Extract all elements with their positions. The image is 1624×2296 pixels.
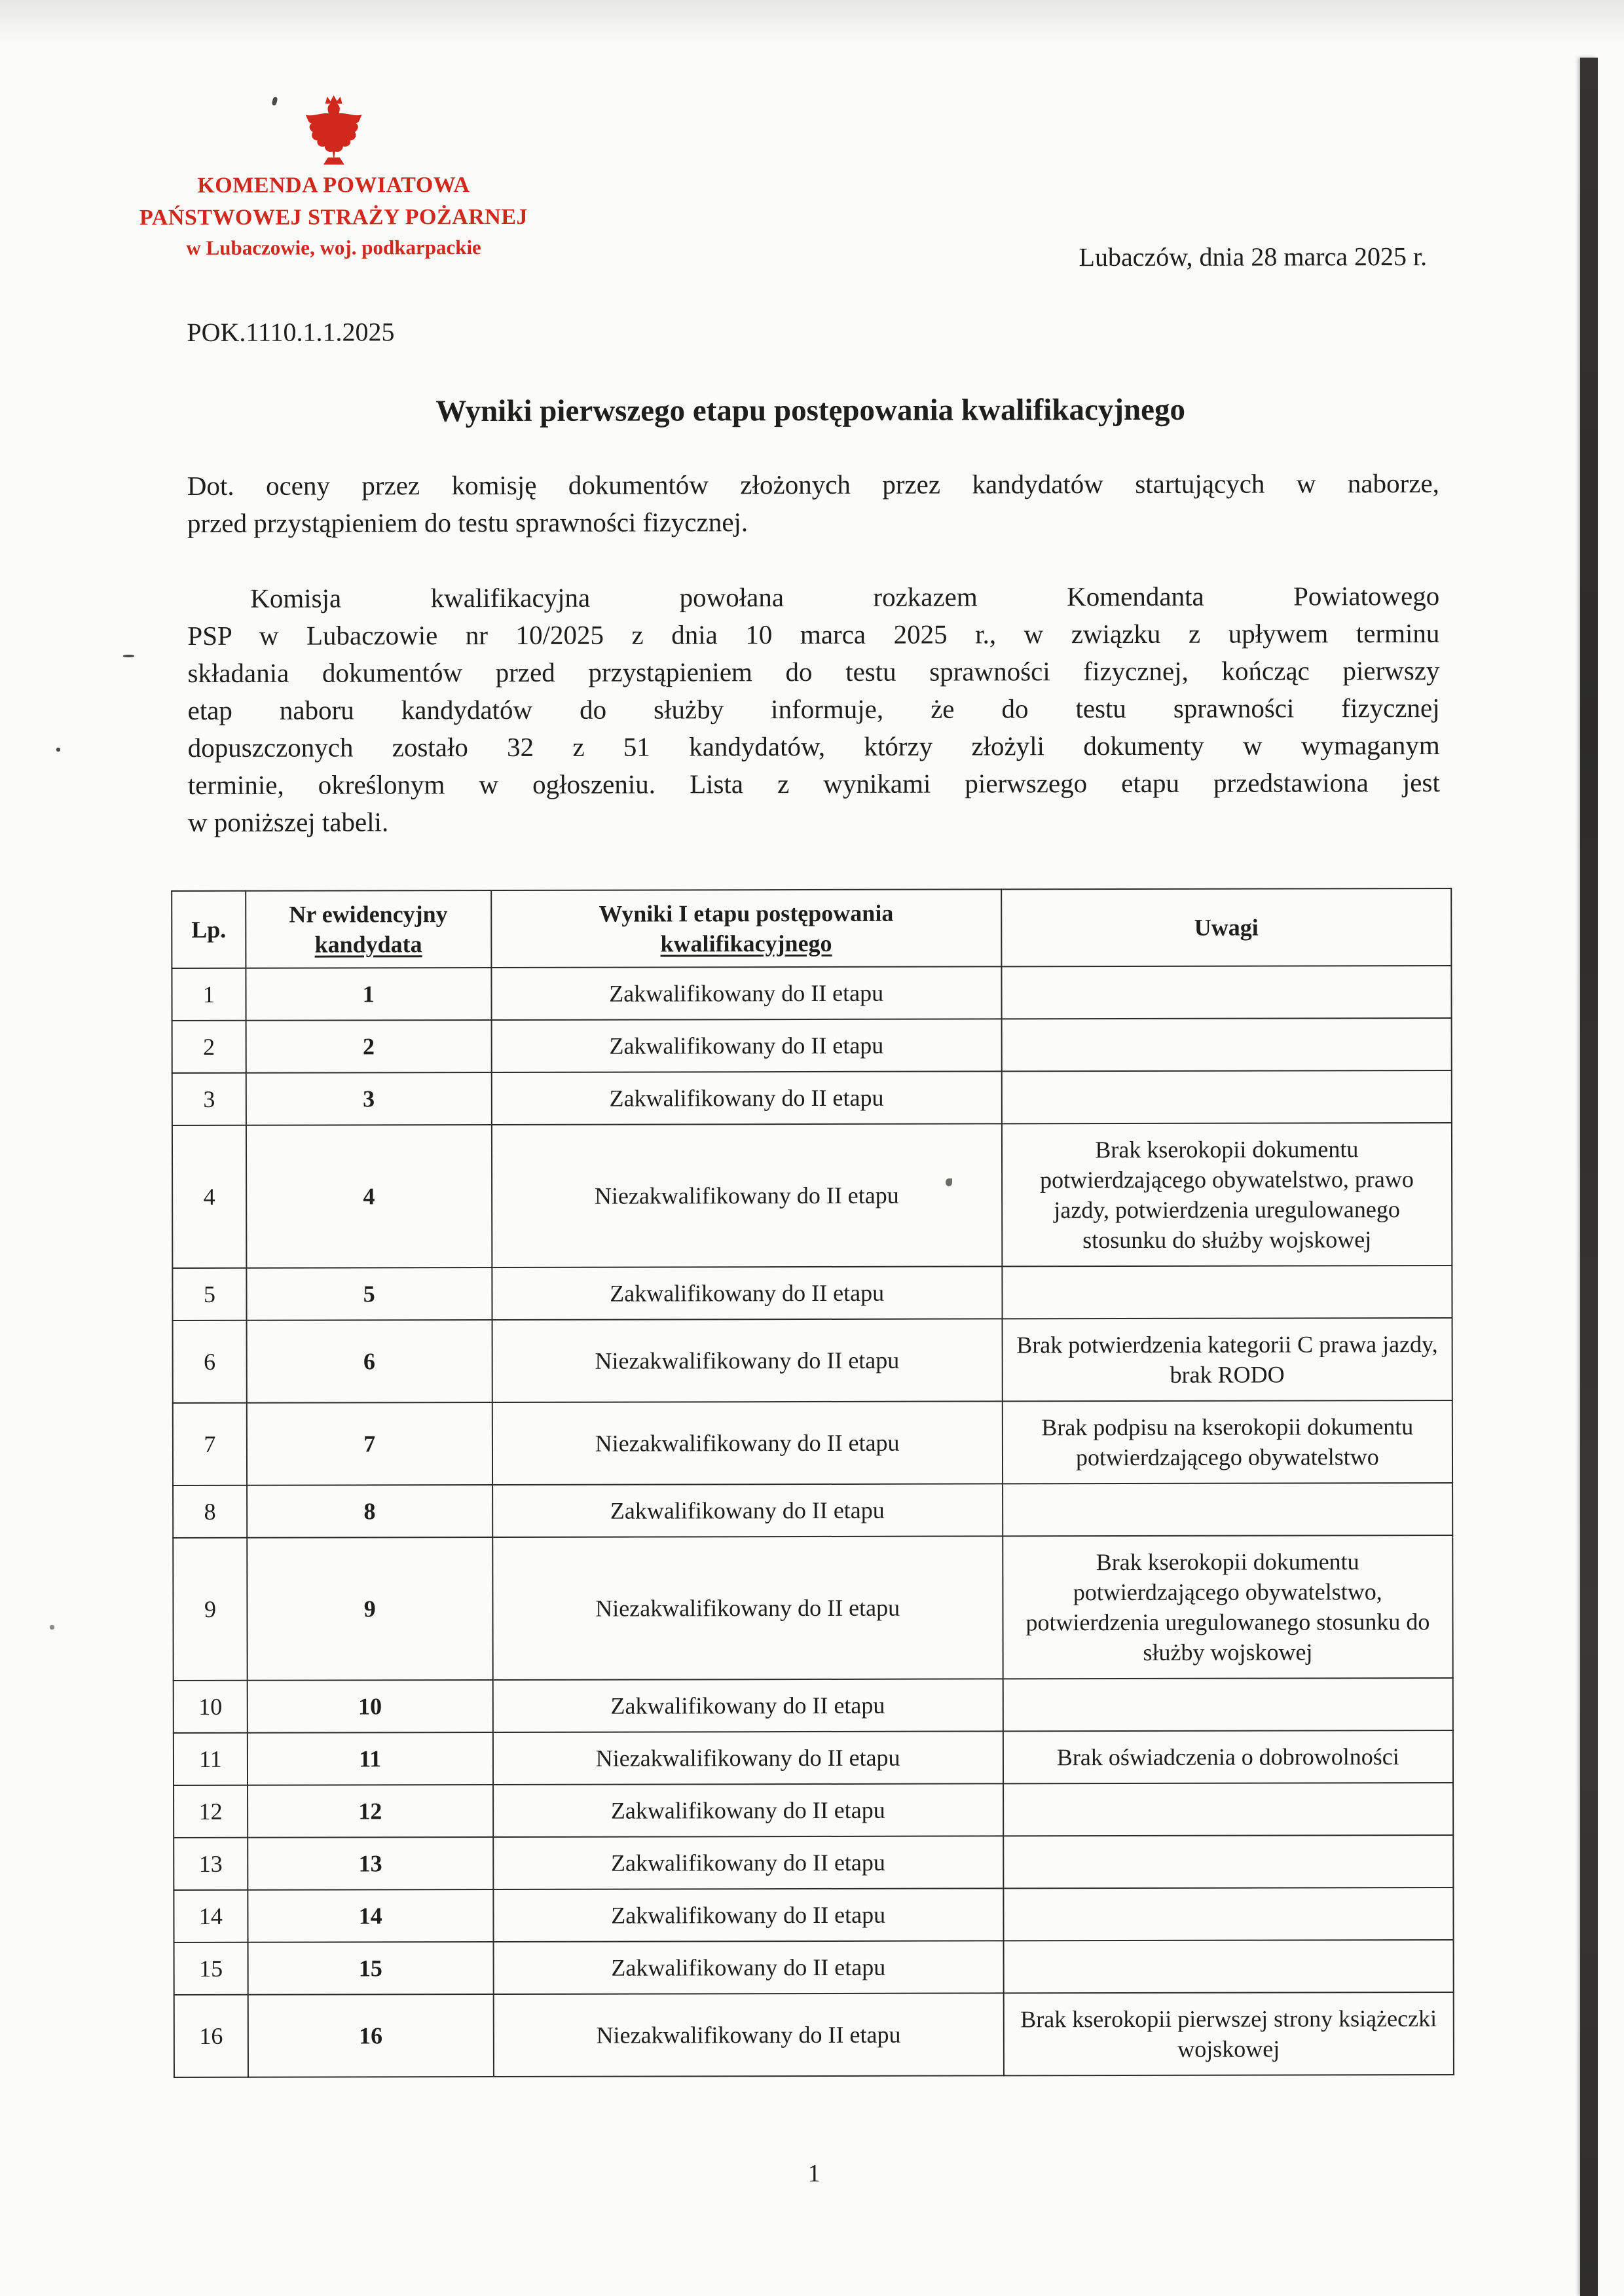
- cell-remarks: [1001, 1018, 1451, 1071]
- letterhead-org-line2: PAŃSTWOWEJ STRAŻY POŻARNEJ: [139, 204, 528, 230]
- table-row: [174, 1940, 1454, 1995]
- document-title: Wyniki pierwszego etapu postępowania kwalifikacyjnego: [435, 392, 1185, 429]
- cell-candidate-id: 3: [246, 1072, 492, 1125]
- cell-remarks: [1003, 1483, 1452, 1536]
- cell-candidate-id: 7: [247, 1402, 492, 1485]
- table-row: [173, 1483, 1452, 1538]
- main-paragraph: [187, 577, 1440, 841]
- header-result: [491, 889, 1001, 968]
- header-remarks: Uwagi: [1001, 888, 1451, 966]
- paragraph-line: Dot. oceny przez komisję dokumentów złożonych przez kandydatów startujących w naborze,: [187, 467, 1439, 501]
- cell-lp: 6: [173, 1321, 247, 1403]
- cell-lp: 5: [172, 1268, 246, 1321]
- cell-result: Niezakwalifikowany do II etapu: [493, 1993, 1003, 2077]
- cell-result: Zakwalifikowany do II etapu: [492, 1679, 1003, 1732]
- cell-remarks: [1001, 966, 1451, 1019]
- cell-result: Zakwalifikowany do II etapu: [493, 1836, 1003, 1889]
- cell-result: Niezakwalifikowany do II etapu: [492, 1123, 1003, 1267]
- cell-remarks: [1003, 1940, 1453, 1993]
- table-row: [174, 1992, 1454, 2077]
- cell-candidate-id: 1: [246, 968, 491, 1021]
- cell-result: Zakwalifikowany do II etapu: [491, 966, 1001, 1020]
- cell-lp: 16: [174, 1995, 248, 2077]
- cell-candidate-id: 15: [248, 1942, 493, 1995]
- cell-lp: 8: [173, 1485, 247, 1538]
- paragraph-line: terminie, określonym w ogłoszeniu. Lista z wynikami pierwszego etapu przedstawiona jest: [187, 767, 1440, 800]
- cell-lp: 11: [174, 1733, 248, 1785]
- cell-result: Niezakwalifikowany do II etapu: [492, 1536, 1003, 1680]
- cell-remarks: [1002, 1070, 1452, 1123]
- cell-remarks: [1003, 1887, 1453, 1941]
- paragraph-line: Komisja kwalifikacyjna powołana rozkazem Komendanta Powiatowego: [250, 580, 1440, 613]
- cell-lp: 15: [174, 1942, 248, 1995]
- cell-candidate-id: 14: [248, 1889, 493, 1942]
- scan-artifact: [123, 655, 134, 657]
- paragraph-line: dopuszczonych zostało 32 z 51 kandydatów, którzy złożyli dokumenty w wymaganym: [187, 729, 1440, 763]
- table-header-row: [172, 888, 1451, 968]
- results-table: [171, 888, 1454, 2078]
- table-row: [173, 1400, 1452, 1485]
- header-result-line1: Wyniki I etapu postępowania: [599, 900, 894, 927]
- cell-result: Zakwalifikowany do II etapu: [491, 1071, 1001, 1125]
- cell-result: Niezakwalifikowany do II etapu: [492, 1731, 1003, 1785]
- letterhead-org-line1: KOMENDA POWIATOWA: [197, 173, 470, 198]
- table-row: [172, 1070, 1452, 1125]
- cell-remarks: [1003, 1678, 1452, 1731]
- paragraph-line: składania dokumentów przed przystąpieniem do testu sprawności fizycznej, kończąc pierwszy: [187, 655, 1440, 688]
- cell-candidate-id: 12: [248, 1785, 493, 1838]
- scan-artifact: [946, 1178, 952, 1186]
- cell-remarks: [1003, 1783, 1453, 1836]
- cell-lp: 1: [172, 968, 246, 1021]
- cell-lp: 14: [174, 1890, 248, 1942]
- cell-result: Zakwalifikowany do II etapu: [491, 1019, 1001, 1072]
- cell-result: Zakwalifikowany do II etapu: [493, 1888, 1003, 1942]
- cell-lp: 3: [172, 1073, 246, 1125]
- cell-candidate-id: 8: [247, 1485, 492, 1538]
- header-candidate-id-line2: kandydata: [314, 931, 422, 958]
- place-and-date: Lubaczów, dnia 28 marca 2025 r.: [1079, 242, 1428, 272]
- polish-eagle-emblem-icon: [302, 92, 365, 166]
- cell-candidate-id: 11: [248, 1732, 493, 1785]
- table-row: [174, 1835, 1453, 1890]
- cell-result: Niezakwalifikowany do II etapu: [492, 1401, 1002, 1485]
- cell-lp: 13: [174, 1838, 248, 1890]
- cell-lp: 10: [174, 1681, 248, 1733]
- cell-result: Zakwalifikowany do II etapu: [492, 1266, 1002, 1320]
- paragraph-line: w poniższej tabeli.: [187, 807, 389, 837]
- cell-lp: 7: [173, 1403, 247, 1485]
- cell-candidate-id: 13: [248, 1837, 493, 1890]
- cell-remarks: Brak kserokopii dokumentu potwierdzającego obywatelstwo, prawo jazdy, potwierdzenia uregulowanego stosunku do służby wojskowej: [1002, 1123, 1452, 1266]
- cell-candidate-id: 9: [247, 1537, 492, 1681]
- cell-remarks: [1002, 1266, 1452, 1319]
- cell-remarks: [1003, 1835, 1453, 1888]
- cell-remarks: Brak potwierdzenia kategorii C prawa jazdy, brak RODO: [1002, 1318, 1452, 1401]
- cell-remarks: Brak oświadczenia o dobrowolności: [1003, 1730, 1453, 1783]
- reference-number: POK.1110.1.1.2025: [187, 317, 395, 347]
- paragraph-line: PSP w Lubaczowie nr 10/2025 z dnia 10 marca 2025 r., w związku z upływem terminu: [187, 617, 1440, 651]
- header-candidate-id-line1: Nr ewidencyjny: [289, 901, 448, 928]
- cell-remarks: Brak kserokopii pierwszej strony książeczki wojskowej: [1003, 1992, 1454, 2075]
- cell-candidate-id: 16: [248, 1994, 494, 2077]
- scan-edge-shadow: [1580, 58, 1598, 2296]
- table-row: [174, 1678, 1453, 1733]
- page-number: 1: [807, 2159, 821, 2188]
- cell-result: Niezakwalifikowany do II etapu: [492, 1319, 1002, 1402]
- table-row: [174, 1783, 1453, 1838]
- cell-candidate-id: 4: [246, 1125, 492, 1268]
- cell-lp: 4: [172, 1125, 246, 1268]
- cell-candidate-id: 6: [246, 1320, 492, 1403]
- cell-candidate-id: 2: [246, 1020, 492, 1073]
- paragraph-line: przed przystąpieniem do testu sprawności fizycznej.: [187, 507, 748, 538]
- results-table-body: [172, 966, 1454, 2077]
- letterhead-org-line3: w Lubaczowie, woj. podkarpackie: [186, 236, 481, 259]
- cell-result: Zakwalifikowany do II etapu: [493, 1783, 1003, 1837]
- table-row: [173, 1318, 1452, 1403]
- cell-remarks: Brak podpisu na kserokopii dokumentu potwierdzającego obywatelstwo: [1003, 1400, 1453, 1484]
- table-row: [173, 1535, 1452, 1681]
- table-row: [172, 966, 1451, 1021]
- cell-lp: 12: [174, 1785, 248, 1838]
- cell-lp: 2: [172, 1021, 246, 1073]
- header-candidate-id: [246, 890, 491, 968]
- cell-result: Zakwalifikowany do II etapu: [493, 1941, 1003, 1994]
- letterhead: [67, 92, 601, 263]
- header-result-line2: kwalifikacyjnego: [660, 930, 832, 957]
- scan-artifact: [50, 1625, 54, 1630]
- cell-candidate-id: 5: [246, 1267, 492, 1321]
- paragraph-line: etap naboru kandydatów do służby informuje, że do testu sprawności fizycznej: [187, 692, 1440, 725]
- cell-remarks: Brak kserokopii dokumentu potwierdzającego obywatelstwo, potwierdzenia uregulowanego stosunku do służby wojskowej: [1003, 1535, 1453, 1679]
- table-row: [172, 1266, 1452, 1321]
- table-row: [172, 1018, 1452, 1073]
- cell-lp: 9: [173, 1538, 247, 1681]
- cell-candidate-id: 10: [248, 1680, 493, 1733]
- table-row: [174, 1730, 1453, 1785]
- header-lp: Lp.: [172, 891, 246, 968]
- intro-paragraph: [187, 465, 1439, 542]
- table-row: [172, 1123, 1452, 1268]
- scan-artifact: [56, 748, 60, 752]
- table-row: [174, 1887, 1453, 1942]
- cell-result: Zakwalifikowany do II etapu: [492, 1484, 1003, 1537]
